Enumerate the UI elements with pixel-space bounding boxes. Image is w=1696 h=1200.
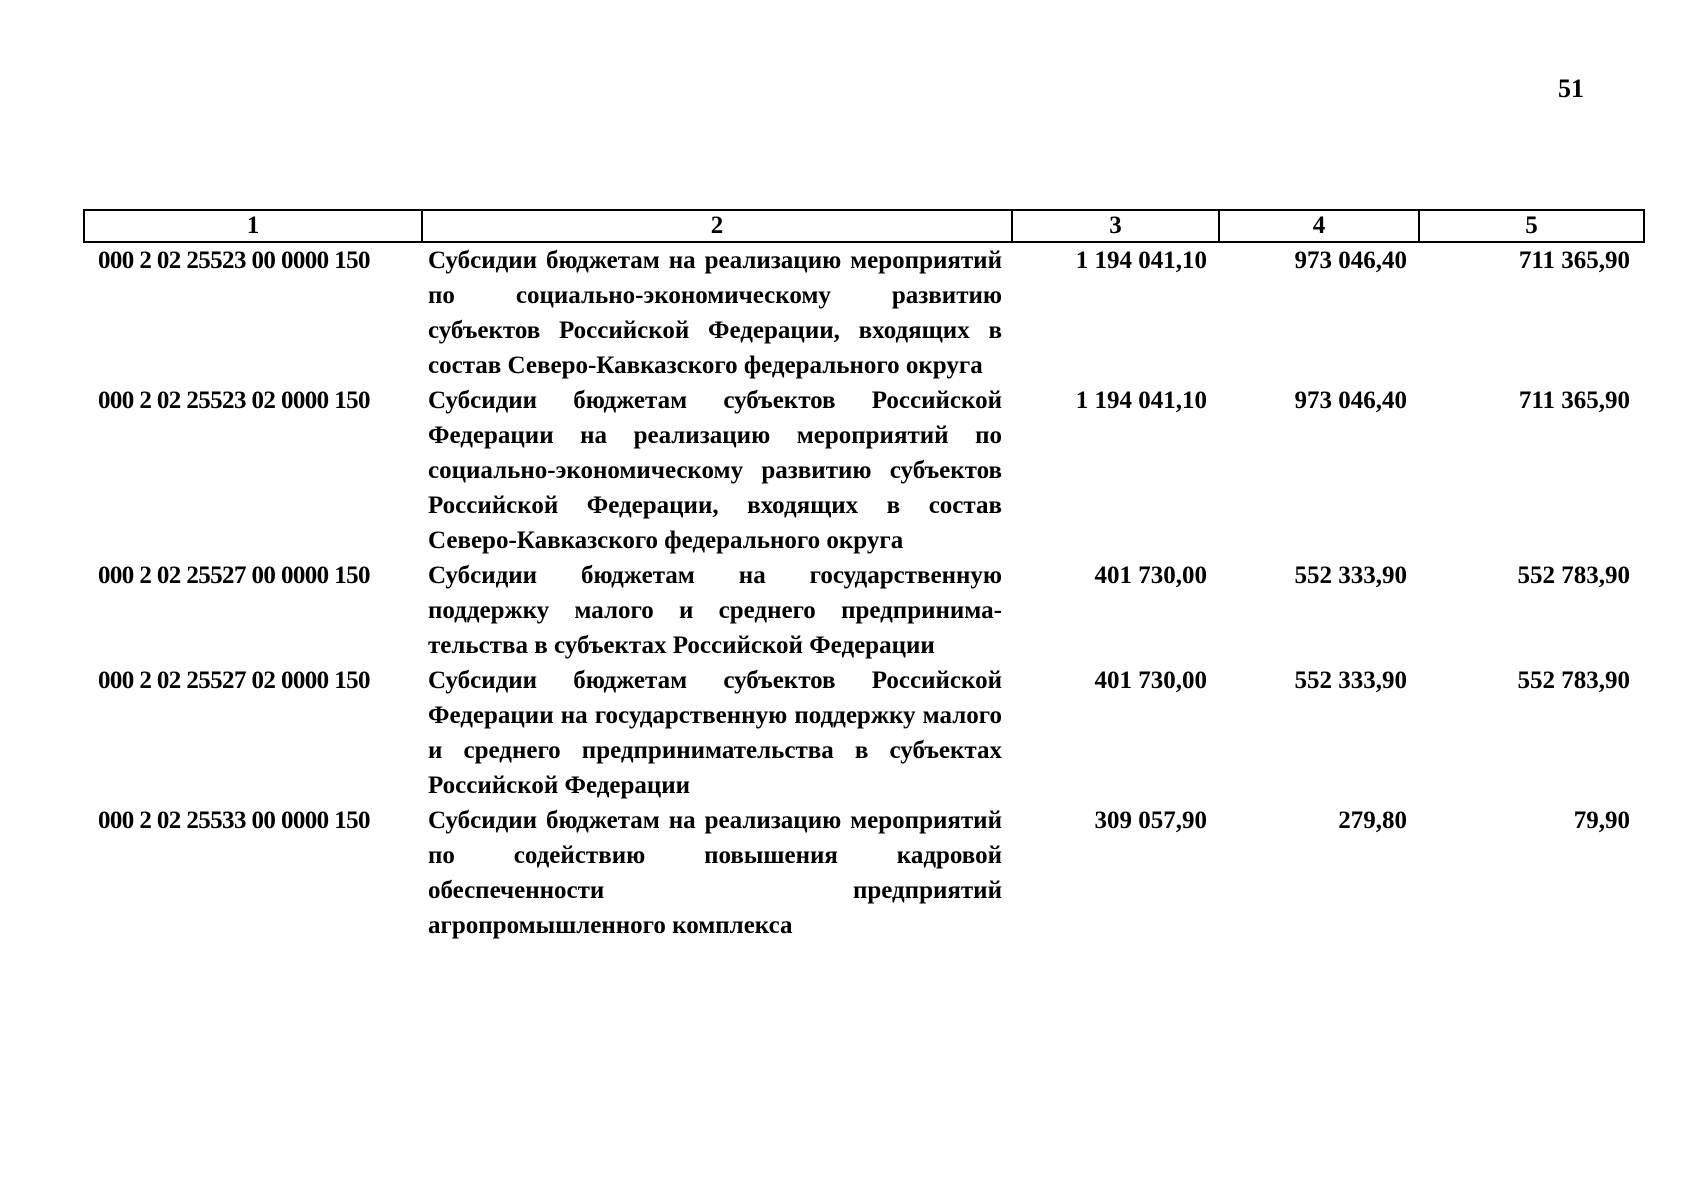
column-header-4: 4 (1219, 210, 1419, 242)
row-description: Субсидии бюджетам на государственную поддержку малого и среднего предпринима-тельства в субъектах Российской Федерации (428, 562, 1002, 659)
table-row (84, 663, 1644, 803)
row-value-col4: 973 046,40 (1294, 247, 1407, 274)
row-code: 000 2 02 25527 02 0000 150 (98, 667, 370, 694)
table-row (84, 803, 1644, 943)
row-value-col3: 1 194 041,10 (1075, 387, 1207, 414)
row-value-col5: 79,90 (1573, 807, 1630, 834)
budget-table (83, 209, 1645, 943)
row-description: Субсидии бюджетам субъектов Российской Федерации на реализацию мероприятий по социально-экономическому развитию субъектов Российской Федерации, входящих в состав Северо-Кавказского федерального округа (428, 387, 1002, 554)
table-row (84, 383, 1644, 558)
row-code: 000 2 02 25523 02 0000 150 (98, 387, 370, 414)
row-code: 000 2 02 25523 00 0000 150 (98, 247, 370, 274)
table-row (84, 242, 1644, 383)
row-value-col3: 309 057,90 (1094, 807, 1207, 834)
row-value-col5: 552 783,90 (1517, 667, 1630, 694)
column-header-3: 3 (1012, 210, 1219, 242)
page-number: 51 (1558, 74, 1584, 103)
row-value-col5: 552 783,90 (1517, 562, 1630, 589)
header-row (84, 210, 1644, 242)
row-value-col3: 401 730,00 (1094, 667, 1207, 694)
row-description: Субсидии бюджетам на реализацию мероприятий по содействию повышения кадровой обеспеченности предприятий агропромышленного комплекса (428, 807, 1002, 939)
table-row (84, 558, 1644, 663)
row-value-col4: 552 333,90 (1294, 667, 1407, 694)
column-header-2: 2 (422, 210, 1012, 242)
row-value-col5: 711 365,90 (1518, 387, 1630, 414)
row-value-col4: 279,80 (1338, 807, 1407, 834)
row-code: 000 2 02 25533 00 0000 150 (98, 807, 370, 834)
table-header (84, 210, 1644, 242)
row-value-col3: 401 730,00 (1094, 562, 1207, 589)
column-header-1: 1 (84, 210, 422, 242)
row-description: Субсидии бюджетам субъектов Российской Федерации на государственную поддержку малого и среднего предпринимательства в субъектах Российской Федерации (428, 667, 1002, 799)
row-description: Субсидии бюджетам на реализацию мероприятий по социально-экономическому развитию субъектов Российской Федерации, входящих в состав Северо-Кавказского федерального округа (428, 247, 1002, 379)
table-body (84, 242, 1644, 943)
column-header-5: 5 (1419, 210, 1644, 242)
row-value-col5: 711 365,90 (1518, 247, 1630, 274)
row-value-col3: 1 194 041,10 (1075, 247, 1207, 274)
row-value-col4: 552 333,90 (1294, 562, 1407, 589)
row-code: 000 2 02 25527 00 0000 150 (98, 562, 370, 589)
row-value-col4: 973 046,40 (1294, 387, 1407, 414)
